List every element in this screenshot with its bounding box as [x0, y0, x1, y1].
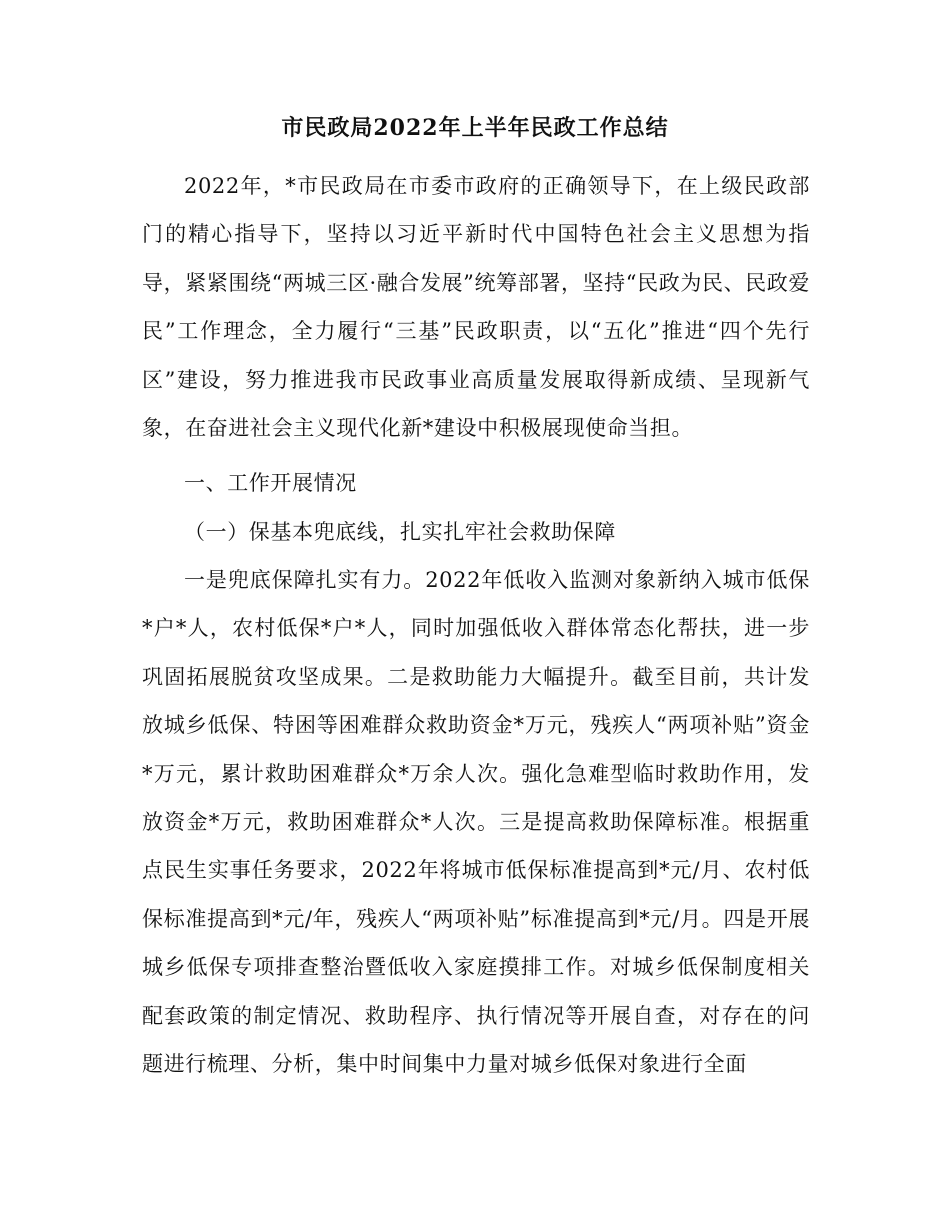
body-paragraph: 一是兜底保障扎实有力。2022年低收入监测对象新纳入城市低保*户*人，农村低保*户*人，同时加强低收入群体常态化帮扶，进一步巩固拓展脱贫攻坚成果。二是救助能力大幅提升。截至目前，共计发放城乡低保、特困等困难群众救助资金*万元，残疾人“两项补贴”资金*万元，累计救助困难群众*万余人次。强化急难型临时救助作用，发放资金*万元，救助困难群众*人次。三是提高救助保障标准。根据重点民生实事任务要求，2022年将城市低保标准提高到*元/月、农村低保标准提高到*元/年，残疾人“两项补贴”标准提高到*元/月。四是开展城乡低保专项排查整治暨低收入家庭摸排工作。对城乡低保制度相关配套政策的制定情况、救助程序、执行情况等开展自查，对存在的问题进行梳理、分析，集中时间集中力量对城乡低保对象进行全面: [142, 568, 810, 1077]
subsection-heading-block: [142, 508, 810, 556]
section-heading: 一、工作开展情况: [184, 471, 357, 495]
intro-paragraph-block: [142, 162, 810, 452]
section-heading-block: [142, 459, 810, 507]
intro-paragraph: 2022年，*市民政局在市委市政府的正确领导下，在上级民政部门的精心指导下，坚持以习近平新时代中国特色社会主义思想为指导，紧紧围绕“两城三区·融合发展”统筹部署，坚持“民政为民、民政爱民”工作理念，全力履行“三基”民政职责，以“五化”推进“四个先行区”建设，努力推进我市民政事业高质量发展取得新成绩、呈现新气象，在奋进社会主义现代化新*建设中积极展现使命当担。: [142, 174, 810, 441]
document-title: 市民政局2022年上半年民政工作总结: [281, 115, 669, 141]
body-paragraph-block: [142, 556, 810, 1088]
subsection-heading: （一）保基本兜底线，扎实扎牢社会救助保障: [184, 520, 616, 544]
